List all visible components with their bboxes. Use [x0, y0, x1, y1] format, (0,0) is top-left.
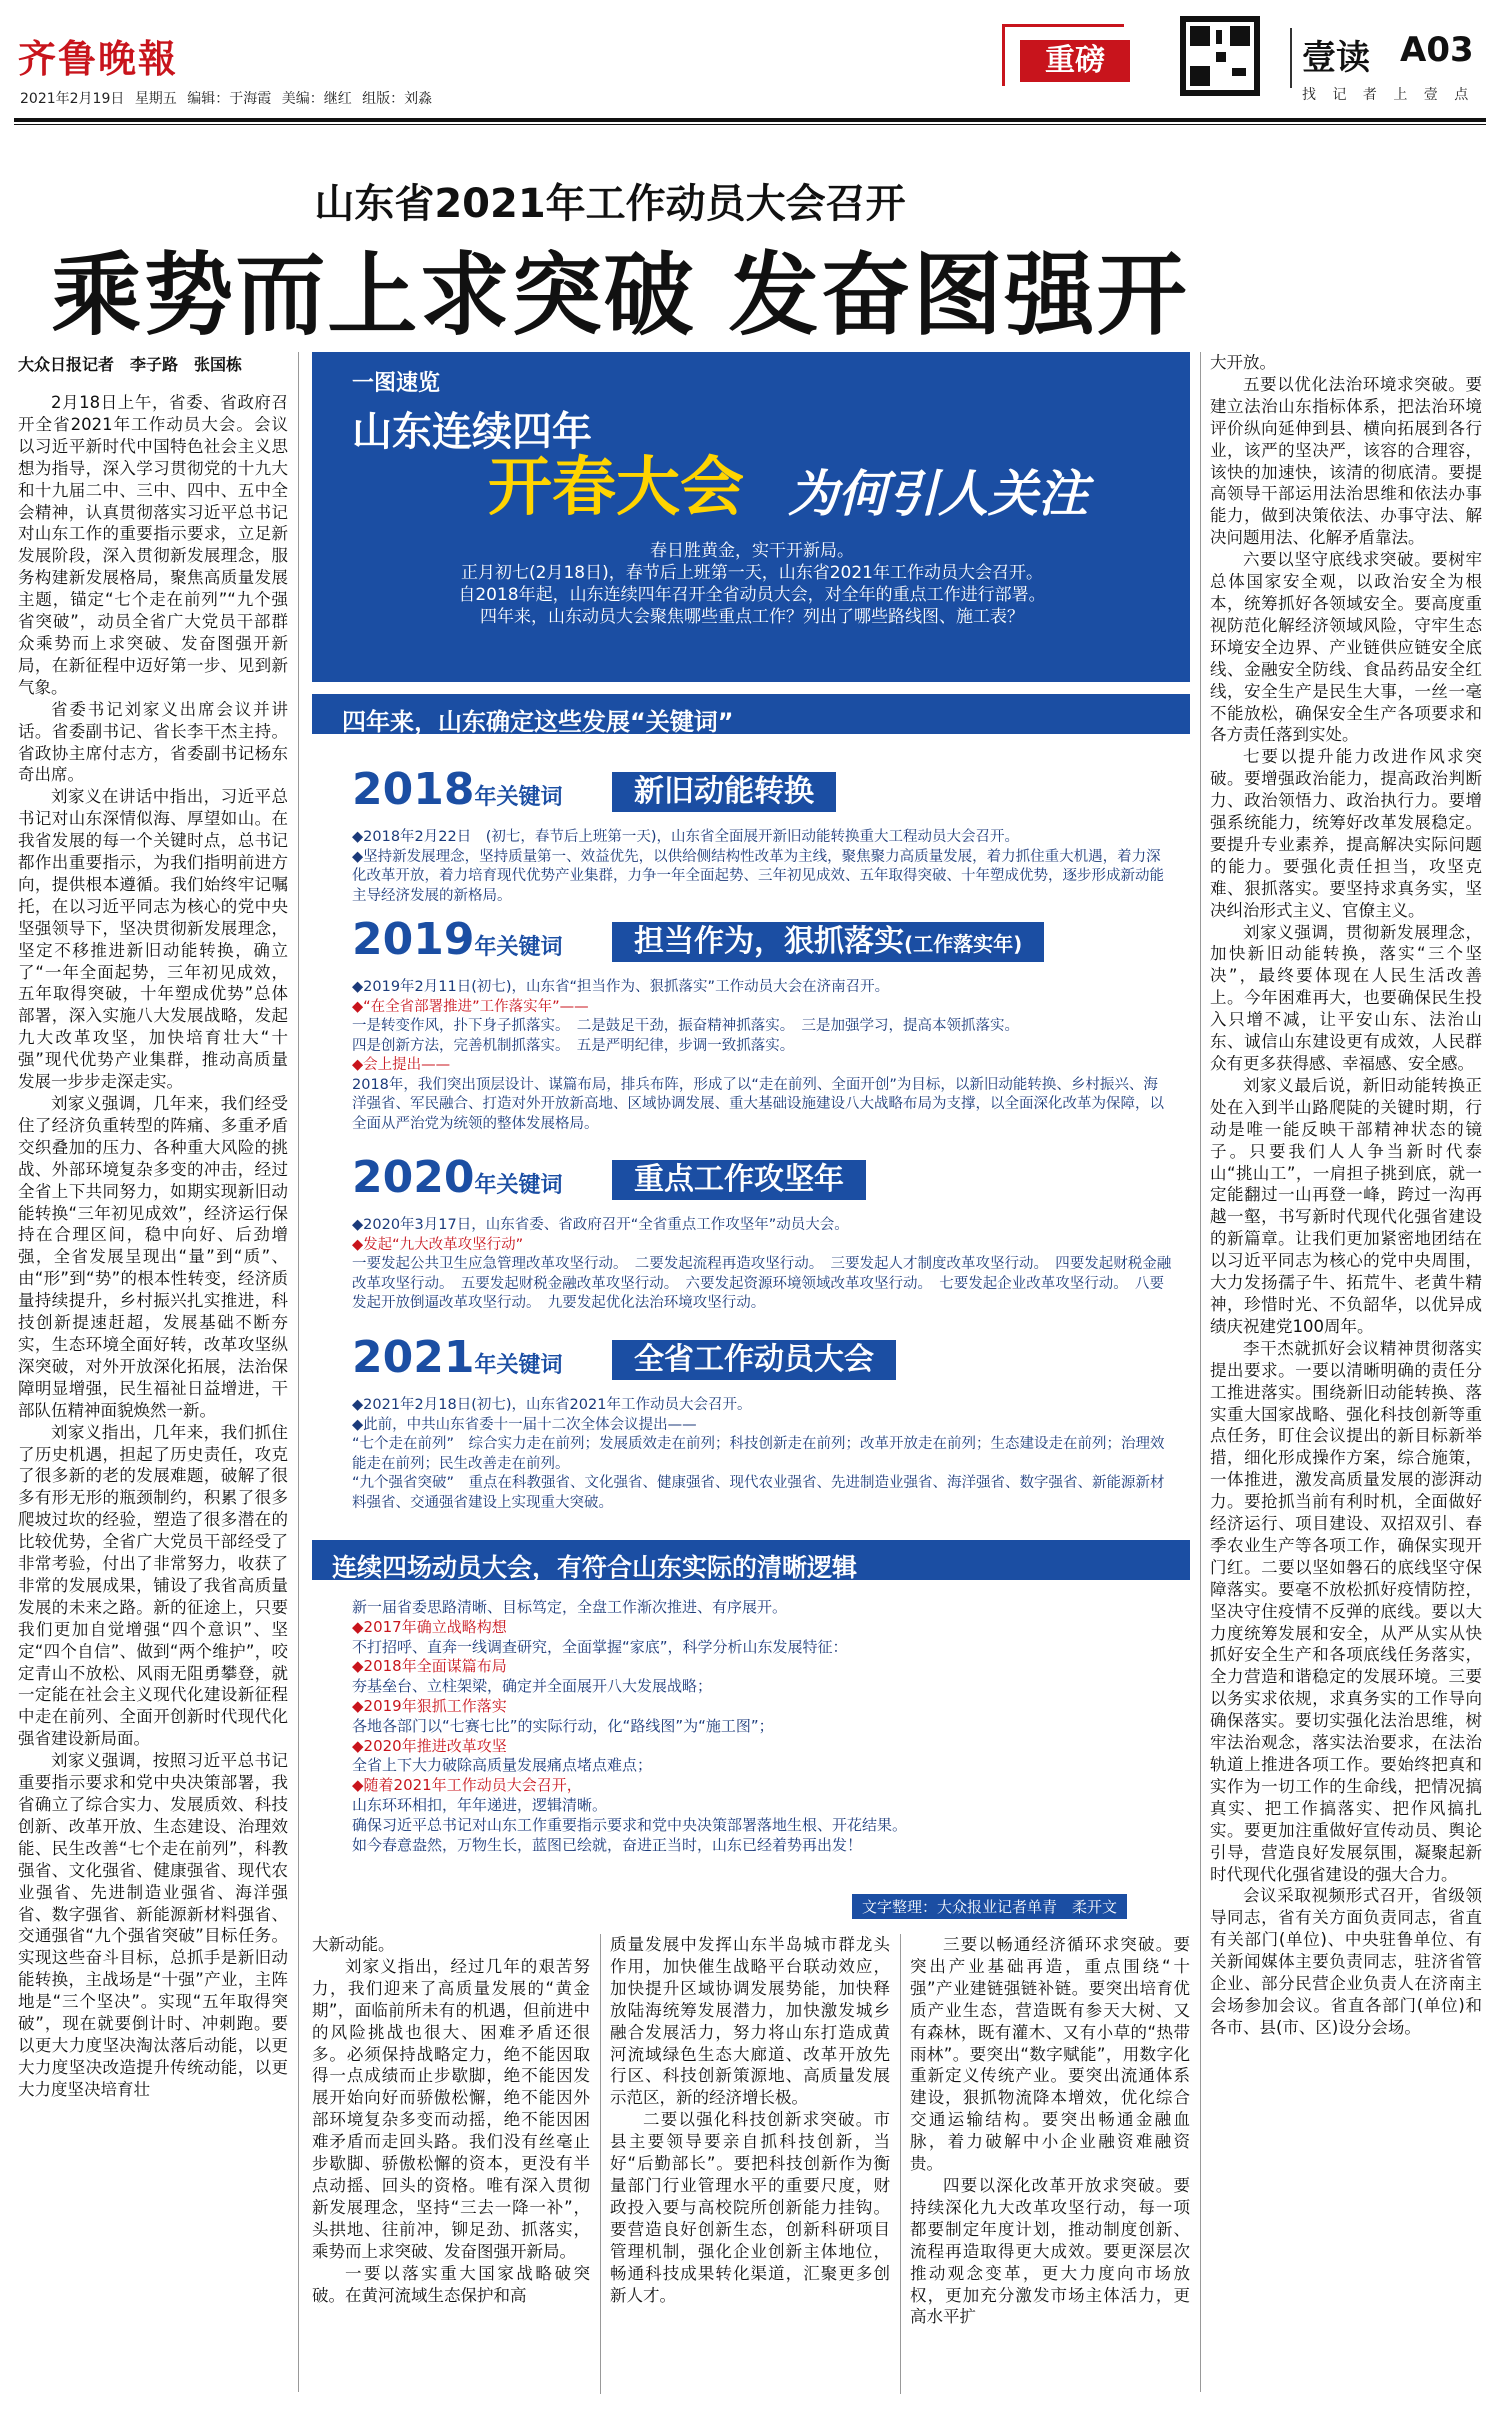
keyword-body [352, 1216, 1172, 1314]
headline-main: 乘势而上求突破 发奋图强开 [51, 243, 1189, 348]
paragraph: 刘家义指出，几年来，我们抓住了历史机遇，担起了历史责任，攻克了很多新的老的发展难题，破解了很多有形无形的瓶颈制约，积累了很多爬坡过坎的经验，塑造了很多潜在的比较优势，全省广大党员干部经受了非常考验，付出了非常努力，收获了非常的发展成果，铺设了我省高质量发展的未来之路。新的征途上，只要我们更加自觉增强“四个意识”、坚定“四个自信”、做到“两个维护”，咬定青山不放松、风雨无阻勇攀登，就一定能在社会主义现代化建设新征程中走在前列、全面开创新时代现代化强省建设新局面。 [18, 1422, 288, 1749]
paragraph: 三要以畅通经济循环求突破。要突出产业基础再造，重点围绕“十强”产业建链强链补链。要突出培育优质产业生态，营造既有参天大树、又有森林，既有灌木、又有小草的“热带雨林”。要突出“数字赋能”，用数字化重新定义传统产业。要突出流通体系建设，狠抓物流降本增效，优化综合交通运输结构。要突出畅通金融血脉，着力破解中小企业融资难融资贵。 [910, 1935, 1190, 2174]
keyword-line: ◆发起“九大改革攻坚行动” [352, 1236, 524, 1253]
article-column-left [18, 392, 288, 2342]
keyword-line: 四是创新方法，完善机制抓落实。 五是严明纪律，步调一致抓落实。 [352, 1037, 795, 1054]
keyword-line: ◆会上提出—— [352, 1057, 451, 1073]
year-suffix: 年关键词 [474, 935, 563, 960]
article-column-b1 [312, 1934, 590, 2394]
keyword-body [352, 978, 1172, 1134]
keyword-badge: 新旧动能转换 [612, 772, 836, 812]
infographic-intro [352, 540, 1152, 628]
issue-proof: 组版：刘淼 [362, 91, 433, 107]
keyword-line: ◆坚持新发展理念，坚持质量第一、效益优先，以供给侧结构性改革为主线，聚焦聚力高质量发展，着力抓住重大机遇，着力深化改革开放，着力培育现代优势产业集群，力争一年全面起势、三年初见成效、五年取得突破、十年塑成优势，逐步形成新动能主导经济发展的新格局。 [352, 848, 1164, 904]
keyword-line: 2018年，我们突出顶层设计、谋篇布局，排兵布阵，形成了以“走在前列、全面开创”为目标，以新旧动能转换、乡村振兴、海洋强省、军民融合、打造对外开放新高地、区域协调发展、重大基础设施建设八大战略布局为支撑，以全面深化改革为保障，以全面从严治党为统领的整体发展格局。 [352, 1076, 1164, 1132]
intro-line: 四年来，山东动员大会聚焦哪些重点工作？列出了哪些路线图、施工表？ [480, 607, 1024, 627]
column-rule [298, 352, 299, 2392]
logic-line: 新一届省委思路清晰、目标笃定，全盘工作渐次推进、有序展开。 [352, 1598, 788, 1616]
infographic-title-3: 为何引人关注 [788, 465, 1088, 523]
paragraph: 2月18日上午，省委、省政府召开全省2021年工作动员大会。会议以习近平新时代中国特色社会主义思想为指导，深入学习贯彻党的十九大和十九届二中、三中、四中、五中全会精神，认真贯彻落实习近平总书记对山东工作的重要指示要求，立足新发展阶段，深入贯彻新发展理念，服务构建新发展格局，聚焦高质量发展主题，锚定“七个走在前列”“九个强省突破”，动员全省广大党员干部群众乘势而上求突破、发奋图强开新局，在新征程中迈好第一步、见到新气象。 [18, 393, 288, 697]
logic-line: ◆2017年确立战略构想 [352, 1617, 507, 1636]
intro-line: 春日胜黄金，实干开新局。 [650, 541, 854, 561]
infographic [312, 352, 1190, 1922]
issue-meta [20, 88, 432, 108]
paragraph: 一要以落实重大国家战略破突破。在黄河流域生态保护和高 [312, 2263, 590, 2305]
logic-line: ◆2019年狠抓工作落实 [352, 1696, 507, 1715]
keyword-line: ◆2018年2月22日 (初七，春节后上班第一天)，山东省全面展开新旧动能转换重大工程动员大会召开。 [352, 829, 1020, 845]
paragraph: 李干杰就抓好会议精神贯彻落实提出要求。一要以清晰明确的责任分工推进落实。围绕新旧动能转换、落实重大国家战略、强化科技创新等重点任务，盯住会议提出的新目标新举措，细化形成操作方案，综合施策，一体推进，激发高质量发展的澎湃动力。要抢抓当前有利时机，全面做好经济运行、项目建设、双招双引、春季农业生产等各项工作，确保实现开门红。二要以坚如磐石的底线坚守保障落实。要毫不放松抓好疫情防控，坚决守住疫情不反弹的底线。要以大力度统筹发展和安全，从严从实从快抓好安全生产和各项底线任务落实，全力营造和谐稳定的发展环境。三要以务实求依规，求真务实的工作导向确保落实。要切实强化法治思维，树牢法治观念，落实法治要求，在法治轨道上推进各项工作。要始终把真和实作为一切工作的生命线，把情况搞真实、把工作搞落实、把作风搞扎实。要更加注重做好宣传动员、舆论引导，营造良好发展氛围，凝聚起新时代现代化强省建设的强大合力。 [1210, 1338, 1482, 1884]
year-label [352, 914, 562, 965]
qr-code-icon [1180, 16, 1260, 96]
paragraph: 六要以坚守底线求突破。要树牢总体国家安全观，以政治安全为根本，统筹抓好各领域安全。要高度重视防范化解经济领域风险，守牢生态环境安全边界、产业链供应链安全底线、金融安全防线、食品药品安全红线，安全生产是民生大事，一丝一毫不能放松，确保安全生产各项要求和各方责任落到实处。 [1210, 550, 1482, 745]
logic-line: 各地各部门以“七赛七比”的实际行动，化“路线图”为“施工图”； [352, 1716, 774, 1735]
logic-line: 如今春意盎然，万物生长，蓝图已绘就，奋进正当时，山东已经着势再出发！ [352, 1835, 863, 1854]
logic-title: 连续四场动员大会，有符合山东实际的清晰逻辑 [332, 1553, 858, 1582]
paragraph: 刘家义指出，经过几年的艰苦努力，我们迎来了高质量发展的“黄金期”，面临前所未有的机遇，但前进中的风险挑战也很大、困难矛盾还很多。必须保持战略定力，绝不能因取得一点成绩而止步歇脚，绝不能因发展开始向好而骄傲松懈，绝不能因外部环境复杂多变而动摇，绝不能因困难矛盾而走回头路。我们没有丝毫止步歇脚、骄傲松懈的资本，更没有半点动摇、回头的资格。唯有深入贯彻新发展理念，坚持“三去一降一补”，头拱地、往前冲，铆足劲、抓落实，乘势而上求突破、发奋图强开新局。 [312, 1956, 590, 2261]
newspaper-logo: 齐鲁晚報 [18, 36, 179, 81]
section-badge: 重磅 [1020, 40, 1130, 82]
intro-line: 自2018年起，山东连续四年召开全省动员大会，对全年的重点工作进行部署。 [458, 585, 1046, 605]
year-suffix: 年关键词 [474, 1173, 563, 1198]
issue-weekday: 星期五 [134, 91, 177, 107]
issue-date: 2021年2月19日 [20, 91, 125, 107]
infographic-title-1: 山东连续四年 [352, 409, 592, 455]
logic-body [352, 1598, 1152, 1855]
year-number: 2020 [352, 1152, 475, 1203]
keyword-line: ◆“在全省部署推进”工作落实年”—— [352, 998, 589, 1015]
logic-line: 确保习近平总书记对山东工作重要指示要求和党中央决策部署落地生根、开花结果。 [352, 1815, 908, 1834]
keywords-title: 四年来，山东确定这些发展“关键词” [342, 708, 734, 736]
keyword-text: 担当作为，狠抓落实 [634, 924, 904, 959]
section-contacts [1302, 84, 1468, 104]
article-column-b3 [910, 1934, 1190, 2394]
paragraph: 刘家义强调，几年来，我们经受住了经济负重转型的阵痛、多重矛盾交织叠加的压力、各种重大风险的挑战、外部环境复杂多变的冲击，经过全省上下共同努力，如期实现新旧动能转换“三年初见成效”，经济运行保持在合理区间，稳中向好、后劲增强，全省发展呈现出“量”到“质”、由“形”到“势”的根本性转变，经济质量持续提升，乡村振兴扎实推进，科技创新提速赶超，发展基础不断夯实，生态环境全面好转，改革攻坚纵深突破，对外开放深化拓展，法治保障明显增强，民生福祉日益增进，干部队伍精神面貌焕然一新。 [18, 1094, 288, 1420]
keyword-line: “九个强省突破” 重点在科教强省、文化强省、健康强省、现代农业强省、先进制造业强省、海洋强省、数字强省、新能源新材料强省、交通强省建设上实现重大突破。 [352, 1475, 1165, 1511]
infographic-credit: 文字整理：大众报业记者单青 柔开文 [852, 1894, 1127, 1919]
keyword-line: ◆此前，中共山东省委十一届十二次全体会议提出—— [352, 1416, 697, 1433]
byline: 大众日报记者 李子路 张国栋 [18, 355, 243, 374]
paragraph: 刘家义强调，按照习近平总书记重要指示要求和党中央决策部署，我省确立了综合实力、发展质效、科技创新、改革开放、生态建设、治理效能、民生改善“七个走在前列”，科教强省、文化强省、健康强省、现代农业强省、先进制造业强省、海洋强省、数字强省、新能源新材料强省、交通强省“九个强省突破”目标任务。实现这些奋斗目标，总抓手是新旧动能转换，主战场是“十强”产业，主阵地是“三个坚决”。实现“五年取得突破”，现在就要倒计时、冲刺跑。要以更大力度坚决淘汰落后动能，以更大力度坚决改造提升传统动能，以更大力度坚决培育壮 [18, 1751, 288, 2099]
paragraph: 刘家义在讲话中指出，习近平总书记对山东深情似海、厚望如山。在我省发展的每一个关键时点，总书记都作出重要指示，为我们指明前进方向，提供根本遵循。我们始终牢记嘱托，在以习近平同志为核心的党中央坚强领导下，坚决贯彻新发展理念，坚定不移推进新旧动能转换，确立了“一年全面起势，三年初见成效，五年取得突破，十年塑成优势”总体部署，深入实施八大发展战略，发起九大改革攻坚，加快培育壮大“十强”现代优势产业集群，推动高质量发展一步步走深走实。 [18, 787, 288, 1092]
paragraph: 四要以深化改革开放求突破。要持续深化九大改革攻坚行动，每一项都要制定年度计划，推动制度创新、流程再造取得更大成效。要更深层次推动观念变革，更大力度向市场放权，更加充分激发市场主体活力，更高水平扩 [910, 2175, 1190, 2327]
headline-sub: 山东省2021年工作动员大会召开 [314, 181, 906, 227]
column-rule [1200, 352, 1201, 2392]
article-column-right [1210, 352, 1482, 2392]
issue-art: 美编：继红 [281, 91, 352, 107]
article-column-b2 [610, 1934, 890, 2394]
paragraph: 五要以优化法治环境求突破。要建立法治山东指标体系，把法治环境评价纵向延伸到县、横向拓展到各行业，该严的坚决严，该容的合理容，该快的加速快，该清的彻底清。要提高领导干部运用法治思维和依法办事能力，做到决策依法、办事守法、解决问题用法、化解矛盾靠法。 [1210, 374, 1482, 548]
paragraph: 省委书记刘家义出席会议并讲话。省委副书记、省长李干杰主持。省政协主席付志方，省委副书记杨东奇出席。 [18, 699, 288, 785]
keyword-line: “七个走在前列” 综合实力走在前列；发展质效走在前列；科技创新走在前列；改革开放走在前列；生态建设走在前列；治理效能走在前列；民生改善走在前列。 [352, 1436, 1165, 1472]
year-suffix: 年关键词 [474, 1353, 563, 1378]
year-label [352, 764, 562, 815]
keyword-body [352, 828, 1172, 906]
keyword-line: ◆2020年3月17日，山东省委、省政府召开“全省重点工作攻坚年”动员大会。 [352, 1217, 849, 1233]
column-rule [900, 1934, 901, 2394]
header-divider [1290, 28, 1292, 88]
keyword-badge: 全省工作动员大会 [612, 1340, 896, 1380]
keyword-line: 一要发起公共卫生应急管理改革攻坚行动。 二要发起流程再造攻坚行动。 三要发起人才制度改革攻坚行动。 四要发起财税金融改革攻坚行动。 五要发起财税金融改革攻坚行动。 六要发起资源环境领域改革攻坚行动。 七要发起企业改革攻坚行动。 八要发起开放倒逼改革攻坚行动。 九要发起优化法治环境攻坚行动。 [352, 1256, 1172, 1311]
infographic-tag: 一图速览 [352, 371, 441, 396]
paragraph: 刘家义强调，贯彻新发展理念，加快新旧动能转换，落实“三个坚决”，最终要体现在人民生活改善上。今年困难再大，也要确保民生投入只增不减，让平安山东、法治山东、诚信山东建设更有成效，人民群众有更多获得感、幸福感、安全感。 [1210, 922, 1482, 1073]
year-suffix: 年关键词 [474, 785, 563, 810]
paragraph: 大新动能。 [312, 1935, 395, 1954]
logic-line: 全省上下大力破除高质量发展痛点堵点难点； [352, 1756, 653, 1775]
year-number: 2018 [352, 764, 475, 815]
logic-line: ◆2018年全面谋篇布局 [352, 1657, 507, 1676]
keyword-body [352, 1396, 1172, 1513]
paragraph: 大开放。 [1210, 353, 1276, 372]
year-number: 2019 [352, 914, 475, 965]
keyword-line: ◆2021年2月18日(初七)，山东省2021年工作动员大会召开。 [352, 1397, 752, 1413]
logic-line: 山东环环相扣，年年递进，逻辑清晰。 [352, 1795, 608, 1814]
year-label [352, 1332, 562, 1383]
intro-line: 正月初七(2月18日)，春节后上班第一天，山东省2021年工作动员大会召开。 [461, 563, 1043, 583]
keyword-line: 一是转变作风，扑下身子抓落实。 二是鼓足干劲，振奋精神抓落实。 三是加强学习，提高本领抓落实。 [352, 1018, 1019, 1034]
app-label: 上 壹 点 [1393, 87, 1469, 103]
keyword-line: ◆2019年2月11日(初七)，山东省“担当作为、狠抓落实”工作动员大会在济南召开。 [352, 979, 890, 995]
keyword-note: (工作落实年) [904, 932, 1023, 956]
header-rule [14, 118, 1486, 122]
section-name: 壹读 [1302, 38, 1370, 78]
keyword-badge [612, 922, 1044, 962]
year-label [352, 1152, 562, 1203]
column-rule [600, 1934, 601, 2394]
year-number: 2021 [352, 1332, 475, 1383]
logic-line: ◆2020年推进改革攻坚 [352, 1736, 507, 1755]
issue-editor: 编辑：于海霞 [187, 91, 272, 107]
paragraph: 刘家义最后说，新旧动能转换正处在入到半山路爬陡的关键时期，行动是唯一能反映干部精神状态的镜子。只要我们人人争当新时代泰山“挑山工”，一肩担子挑到底，就一定能翻过一山再登一峰，跨过一沟再越一壑，书写新时代现代化强省建设的新篇章。让我们更加紧密地团结在以习近平同志为核心的党中央周围，大力发扬孺子牛、拓荒牛、老黄牛精神，珍惜时光、不负韶华，以优异成绩庆祝建党100周年。 [1210, 1075, 1482, 1336]
paragraph: 会议采取视频形式召开，省级领导同志，省有关方面负责同志，省直有关部门(单位)、中央驻鲁单位、有关新闻媒体主要负责同志，驻济省管企业、部分民营企业负责人在济南主会场参加会议。省直各部门(单位)和各市、县(市、区)设分会场。 [1210, 1886, 1482, 2037]
keyword-badge: 重点工作攻坚年 [612, 1160, 866, 1200]
page-number: A03 [1400, 30, 1474, 70]
logic-line: 不打招呼、直奔一线调查研究，全面掌握“家底”，科学分析山东发展特征： [352, 1637, 848, 1656]
paragraph: 七要以提升能力改进作风求突破。要增强政治能力，提高政治判断力、政治领悟力、政治执行力。要增强系统能力，统筹好改革发展稳定。要提升专业素养，提高解决实际问题的能力。要强化责任担当，攻坚克难、狠抓落实。要坚持求真务实，坚决纠治形式主义、官僚主义。 [1210, 747, 1482, 920]
logic-line: 夯基垒台、立柱架梁，确定并全面展开八大发展战略； [352, 1677, 713, 1696]
paragraph: 二要以强化科技创新求突破。市县主要领导要亲自抓科技创新，当好“后勤部长”。要把科技创新作为衡量部门行业管理水平的重要尺度，财政投入要与高校院所创新能力挂钩。要营造良好创新生态，创新科研项目管理机制，强化企业创新主体地位，畅通科技成果转化渠道，汇聚更多创新人才。 [610, 2110, 890, 2305]
correspondent-label: 找 记 者 [1302, 87, 1377, 103]
infographic-title-2: 开春大会 [488, 451, 744, 525]
logic-line: ◆随着2021年工作动员大会召开， [352, 1776, 582, 1795]
paragraph: 质量发展中发挥山东半岛城市群龙头作用，加快催生战略平台联动效应，加快提升区域协调发展势能，加快释放陆海统筹发展潜力，加快激发城乡融合发展活力，努力将山东打造成黄河流域绿色生态大廊道、改革开放先行区、科技创新策源地、高质量发展示范区，新的经济增长极。 [610, 1935, 890, 2108]
header-rule-thin [14, 124, 1486, 125]
